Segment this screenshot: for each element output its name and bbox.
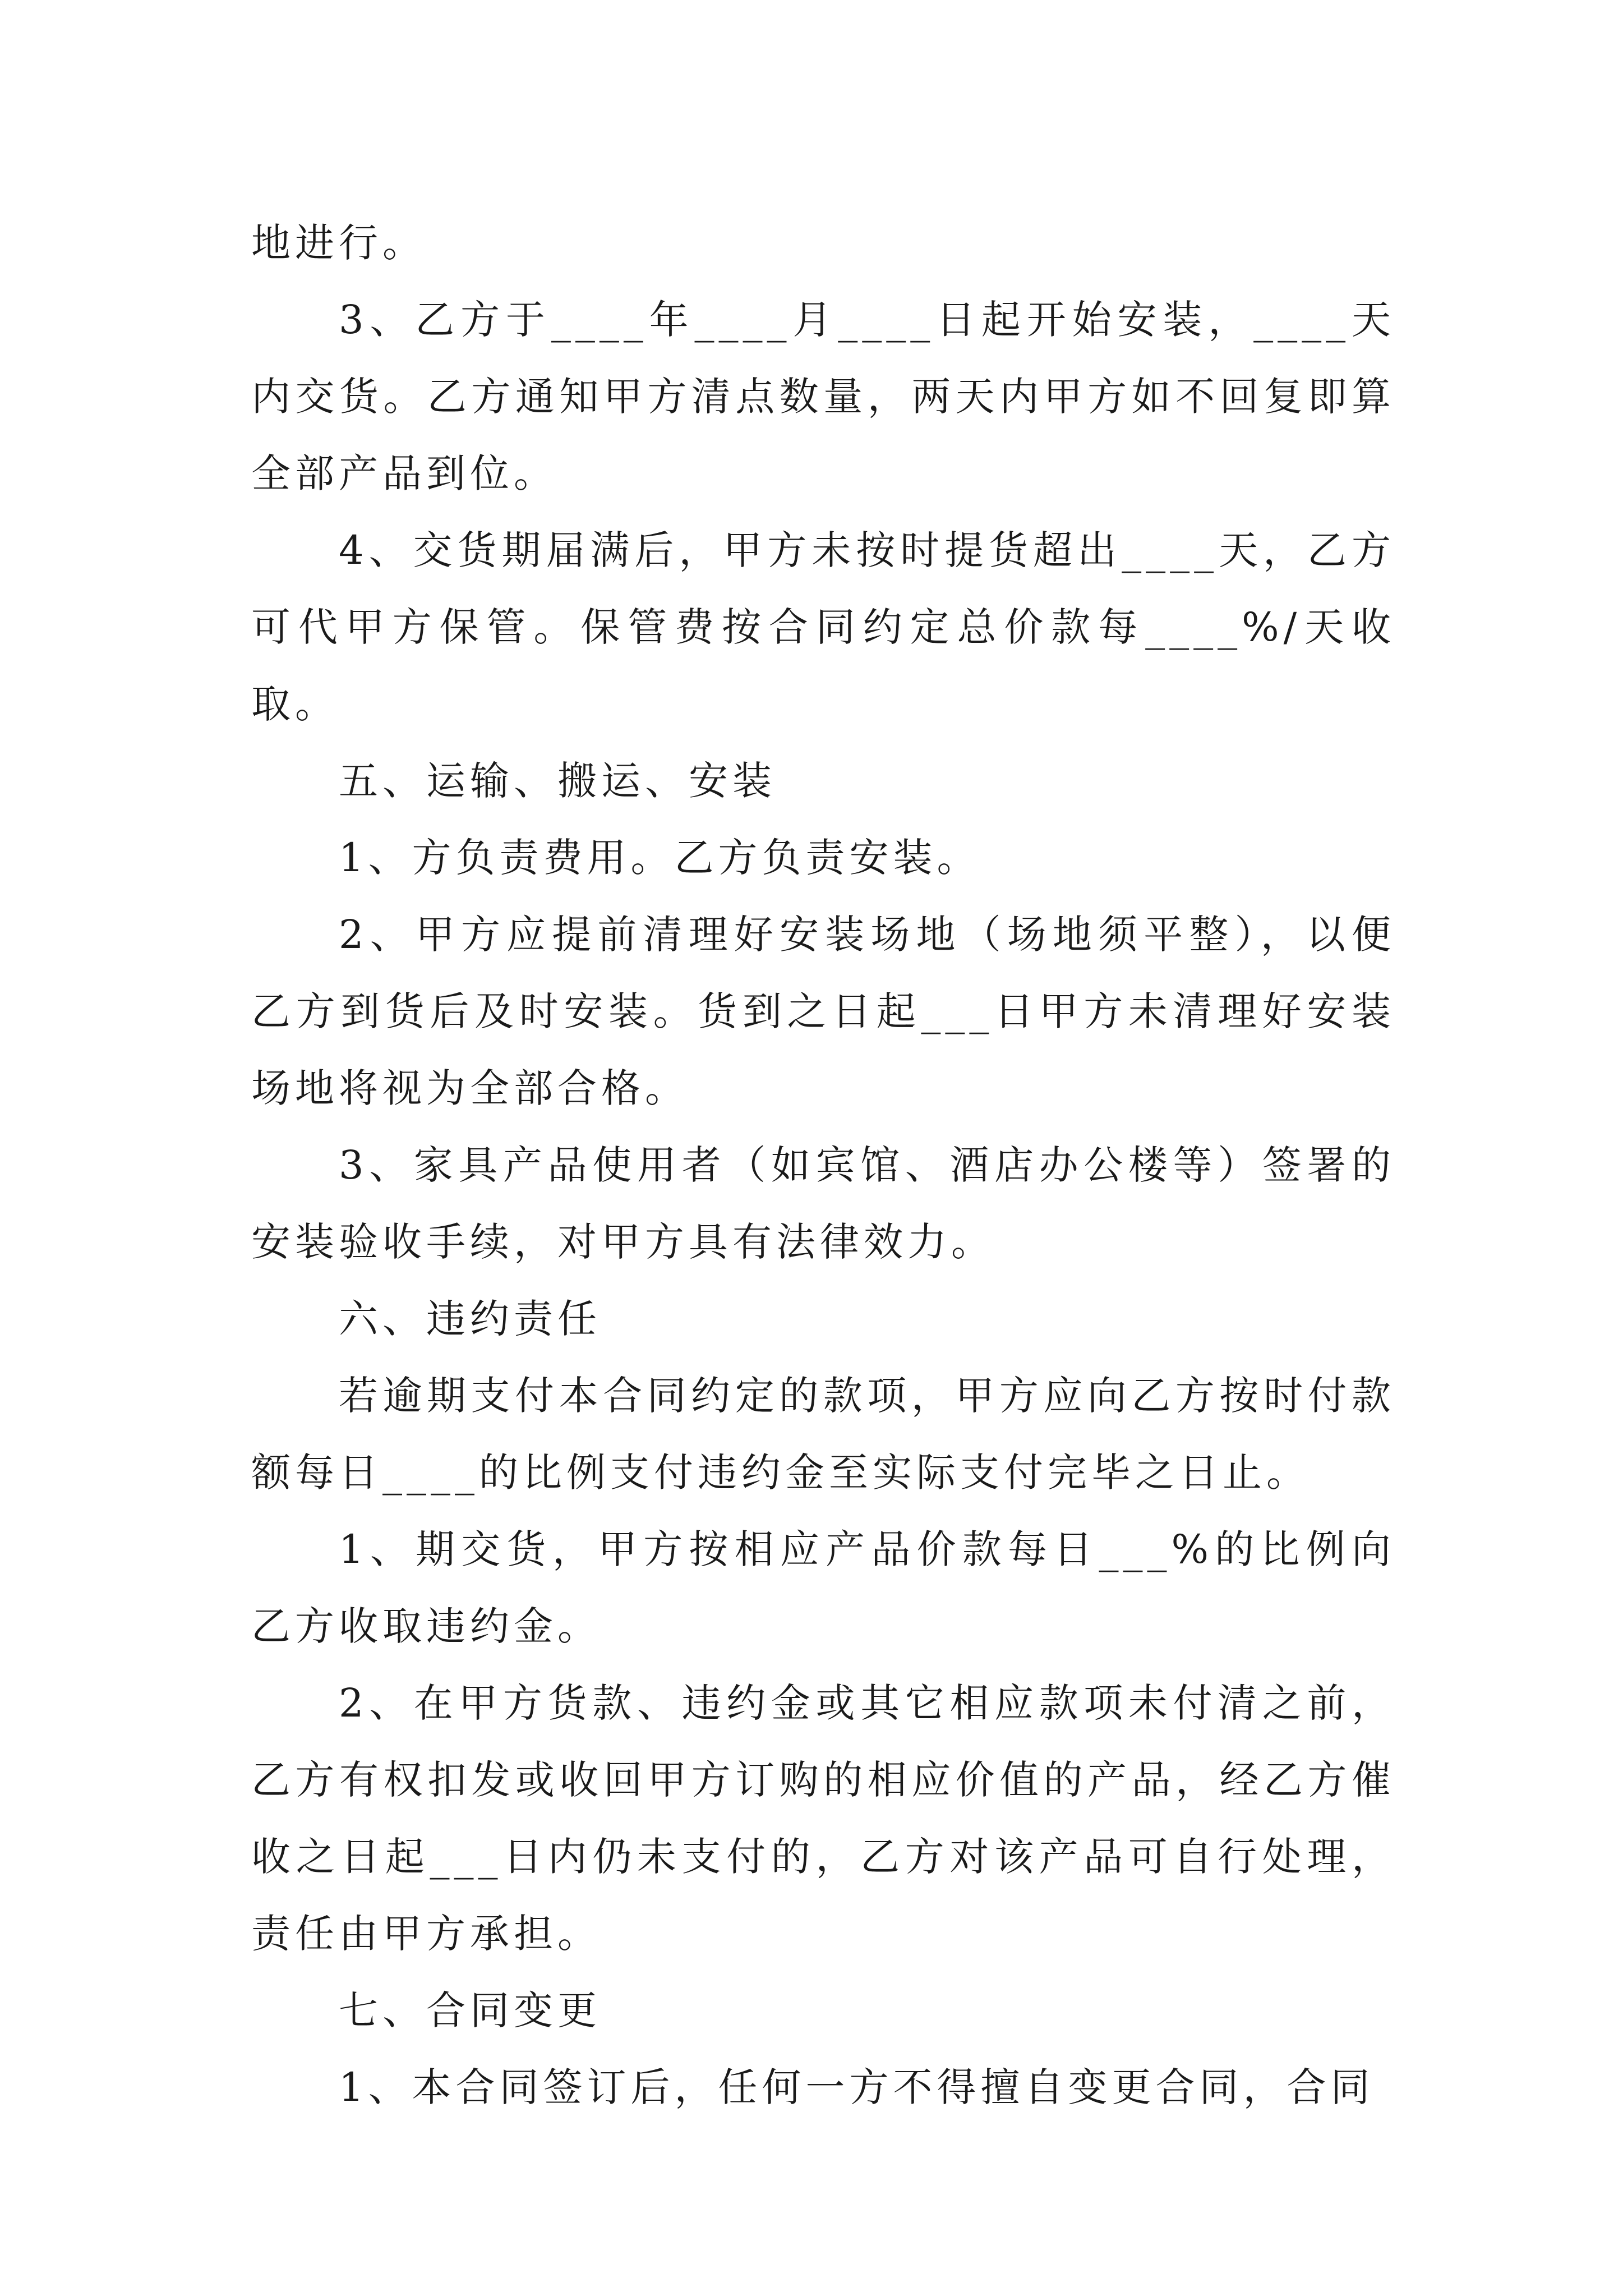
paragraph-clause-7-1: 1、本合同签订后，任何一方不得擅自变更合同，合同 (339, 2064, 1375, 2110)
contract-text-body (251, 205, 1395, 2126)
paragraph-clause-6-2: 2、在甲方货款、违约金或其它相应款项未付清之前，乙方有权扣发或收回甲方订购的相应价值的产品，经乙方催收之日起___日内仍未支付的，乙方对该产品可自行处理，责任由甲方承担。 (251, 1680, 1395, 1957)
section-heading-6: 六、违约责任 (339, 1296, 601, 1342)
section-heading-7: 七、合同变更 (339, 1987, 601, 2033)
paragraph-clause-5-2: 2、甲方应提前清理好安装场地（场地须平整），以便乙方到货后及时安装。货到之日起___日甲方未清理好安装场地将视为全部合格。 (251, 912, 1395, 1111)
paragraph-clause-6-intro: 若逾期支付本合同约定的款项，甲方应向乙方按时付款额每日____的比例支付违约金至实际支付完毕之日止。 (251, 1373, 1395, 1496)
section-heading-5: 五、运输、搬运、安装 (339, 758, 776, 804)
paragraph-clause-5-1: 1、方负责费用。乙方负责安装。 (339, 835, 981, 881)
paragraph-clause-6-1: 1、期交货，甲方按相应产品价款每日___%的比例向乙方收取违约金。 (251, 1526, 1395, 1649)
paragraph-clause-4-3: 3、乙方于____年____月____日起开始安装，____天内交货。乙方通知甲方清点数量，两天内甲方如不回复即算全部产品到位。 (251, 297, 1395, 496)
paragraph-continuation: 地进行。 (251, 220, 426, 266)
paragraph-clause-5-3: 3、家具产品使用者（如宾馆、酒店办公楼等）签署的安装验收手续，对甲方具有法律效力。 (251, 1142, 1395, 1265)
paragraph-clause-4-4: 4、交货期届满后，甲方未按时提货超出____天，乙方可代甲方保管。保管费按合同约定总价款每____%/天收取。 (251, 527, 1395, 727)
